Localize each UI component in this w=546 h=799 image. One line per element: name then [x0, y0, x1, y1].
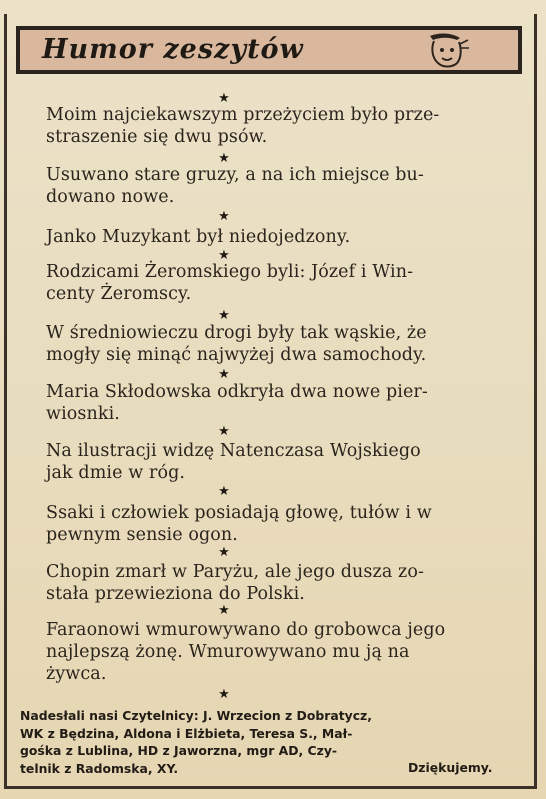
column-header — [16, 26, 522, 74]
frame-left-border — [4, 14, 7, 789]
joke-item — [46, 261, 520, 305]
separator-star: ★ — [218, 484, 230, 499]
footer-line: Nadesłali nasi Czytelnicy: J. Wrzecion z Dobratycz, — [20, 708, 372, 723]
joke-item — [46, 164, 520, 208]
joke-line: Usuwano stare gruzy, a na ich miejsce bu- — [46, 165, 424, 185]
separator-star: ★ — [218, 603, 230, 618]
separator-star: ★ — [218, 308, 230, 323]
separator-star: ★ — [218, 367, 230, 382]
joke-line: jak dmie w róg. — [46, 463, 186, 483]
frame-right-border — [534, 14, 537, 789]
joke-line: Ssaki i człowiek posiadają głowę, tułów i w — [46, 503, 432, 523]
joke-item — [46, 619, 520, 685]
joke-item — [46, 561, 520, 605]
student-head-icon — [422, 30, 472, 72]
joke-line: Na ilustracji widzę Natenczasa Wojskiego — [46, 441, 421, 461]
joke-line: Janko Muzykant był niedojedzony. — [46, 227, 351, 247]
joke-item — [46, 226, 520, 248]
joke-line: żywca. — [46, 664, 107, 684]
joke-line: pewnym sensie ogon. — [46, 525, 238, 545]
thanks-text: Dziękujemy. — [408, 760, 493, 775]
joke-line: Faraonowi wmurowywano do grobowca jego — [46, 620, 446, 640]
joke-line: W średniowieczu drogi były tak wąskie, że — [46, 323, 427, 343]
joke-item — [46, 322, 520, 366]
separator-star: ★ — [218, 687, 230, 702]
joke-item — [46, 440, 520, 484]
joke-line: stała przewieziona do Polski. — [46, 584, 305, 604]
joke-item — [46, 502, 520, 546]
joke-line: Rodzicami Żeromskiego byli: Józef i Win- — [46, 262, 414, 282]
joke-line: Chopin zmarł w Paryżu, ale jego dusza zo- — [46, 562, 424, 582]
joke-line: najlepszą żonę. Wmurowywano mu ją na — [46, 642, 410, 662]
separator-star: ★ — [218, 91, 230, 106]
joke-line: wiosnki. — [46, 404, 120, 424]
footer-line: telnik z Radomska, XY. — [20, 760, 179, 776]
joke-line: straszenie się dwu psów. — [46, 127, 268, 147]
joke-line: Maria Skłodowska odkryła dwa nowe pier- — [46, 382, 428, 402]
footer-line: gośka z Lublina, HD z Jaworzna, mgr AD, Czy- — [20, 743, 338, 758]
joke-line: centy Żeromscy. — [46, 284, 192, 304]
joke-line: dowano nowe. — [46, 187, 175, 207]
frame-bottom-border — [4, 786, 537, 789]
footer-line: WK z Będzina, Aldona i Elżbieta, Teresa S., Mał- — [20, 725, 353, 741]
separator-star: ★ — [218, 209, 230, 224]
separator-star: ★ — [218, 248, 230, 263]
joke-line: mogły się minąć najwyżej dwa samochody. — [46, 345, 427, 365]
column-title: Humor zeszytów — [42, 34, 304, 65]
joke-line: Moim najciekawszym przeżyciem było prze- — [46, 105, 440, 125]
separator-star: ★ — [218, 424, 230, 439]
separator-star: ★ — [218, 545, 230, 560]
separator-star: ★ — [218, 151, 230, 166]
joke-item — [46, 381, 520, 425]
joke-item — [46, 104, 520, 148]
